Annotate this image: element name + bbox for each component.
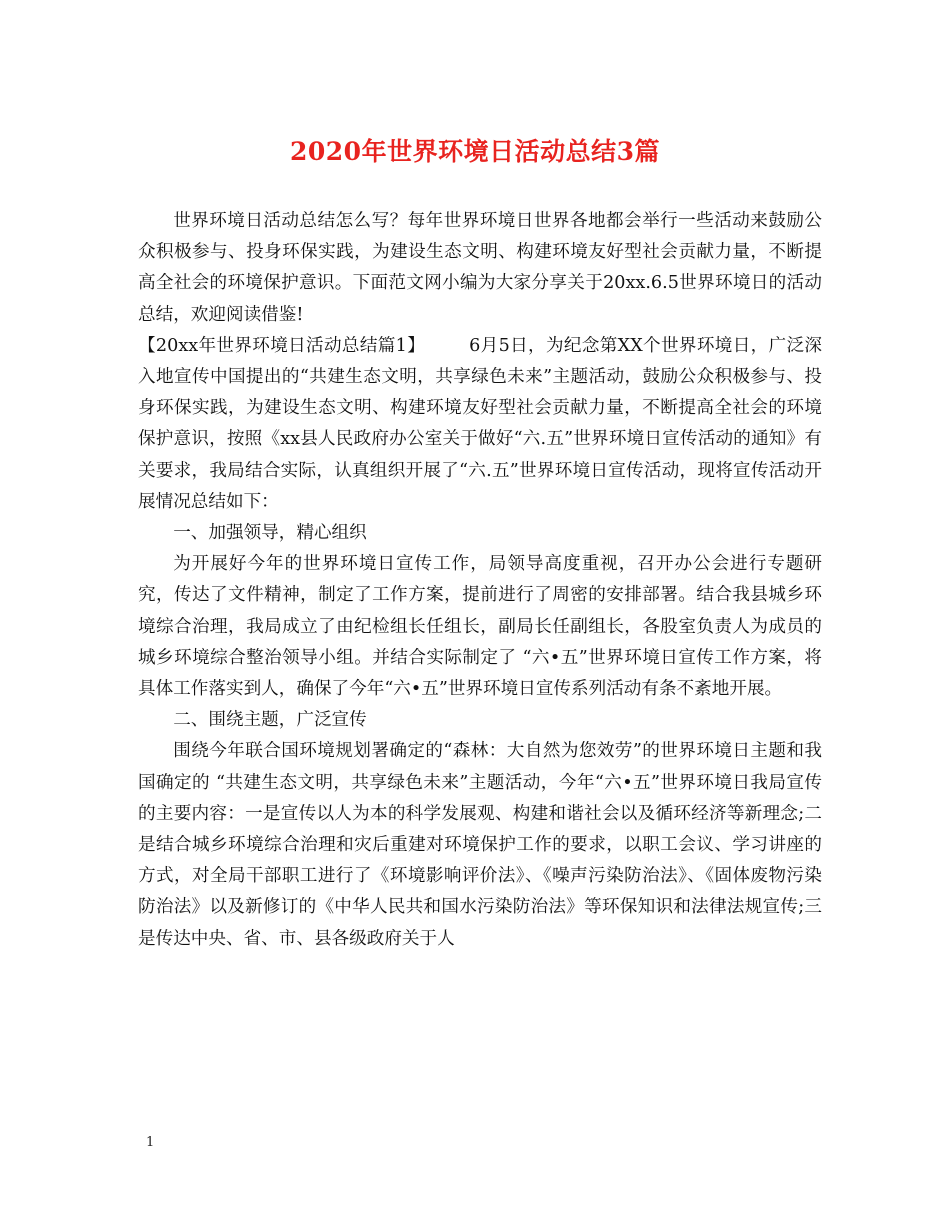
section-1-text: 6月5日，为纪念第XX个世界环境日，广泛深入地宣传中国提出的“共建生态文明，共享绿色未来”主题活动，鼓励公众积极参与、投身环保实践，为建设生态文明、构建环境友好型社会贡献力量，不断提高全社会的环境保护意识，按照《xx县人民政府办公室关于做好“六.五”世界环境日宣传活动的通知》有关要求，我局结合实际，认真组织开展了“六.五”世界环境日宣传活动，现将宣传活动开展情况总结如下：: [138, 335, 822, 512]
subheading-leadership: 一、加强领导，精心组织: [173, 523, 367, 544]
section-1-paragraph: [138, 331, 822, 518]
section-1-heading: 【20xx年世界环境日活动总结篇1】: [138, 335, 426, 356]
leadership-paragraph: 为开展好今年的世界环境日宣传工作，局领导高度重视，召开办公会进行专题研究，传达了文件精神，制定了工作方案，提前进行了周密的安排部署。结合我县城乡环境综合治理，我局成立了由纪检组长任组长，副局长任副组长，各股室负责人为成员的城乡环境综合整治领导小组。并结合实际制定了 “六•五”世界环境日宣传工作方案，将具体工作落实到人，确保了今年“六•五”世界环境日宣传系列活动有条不紊地开展。: [138, 554, 822, 700]
intro-paragraph: 世界环境日活动总结怎么写？每年世界环境日世界各地都会举行一些活动来鼓励公众积极参与、投身环保实践，为建设生态文明、构建环境友好型社会贡献力量，不断提高全社会的环境保护意识。下面范文网小编为大家分享关于20xx.6.5世界环境日的活动总结，欢迎阅读借鉴!: [138, 211, 822, 325]
publicity-paragraph: 围绕今年联合国环境规划署确定的“森林：大自然为您效劳”的世界环境日主题和我国确定的 “共建生态文明，共享绿色未来”主题活动，今年“六•五”世界环境日我局宣传的主要内容：一是宣传以人为本的科学发展观、构建和谐社会以及循环经济等新理念;二是结合城乡环境综合治理和灾后重建对环境保护工作的要求，以职工会议、学习讲座的方式，对全局干部职工进行了《环境影响评价法》、《噪声污染防治法》、《固体废物污染防治法》以及新修订的《中华人民共和国水污染防治法》等环保知识和法律法规宣传;三是传达中央、省、市、县各级政府关于人: [138, 741, 822, 949]
document-body: [138, 206, 822, 955]
page-number: 1: [146, 1135, 155, 1150]
document-title: 2020年世界环境日活动总结3篇: [290, 137, 660, 166]
subheading-publicity: 二、围绕主题，广泛宣传: [173, 710, 367, 731]
